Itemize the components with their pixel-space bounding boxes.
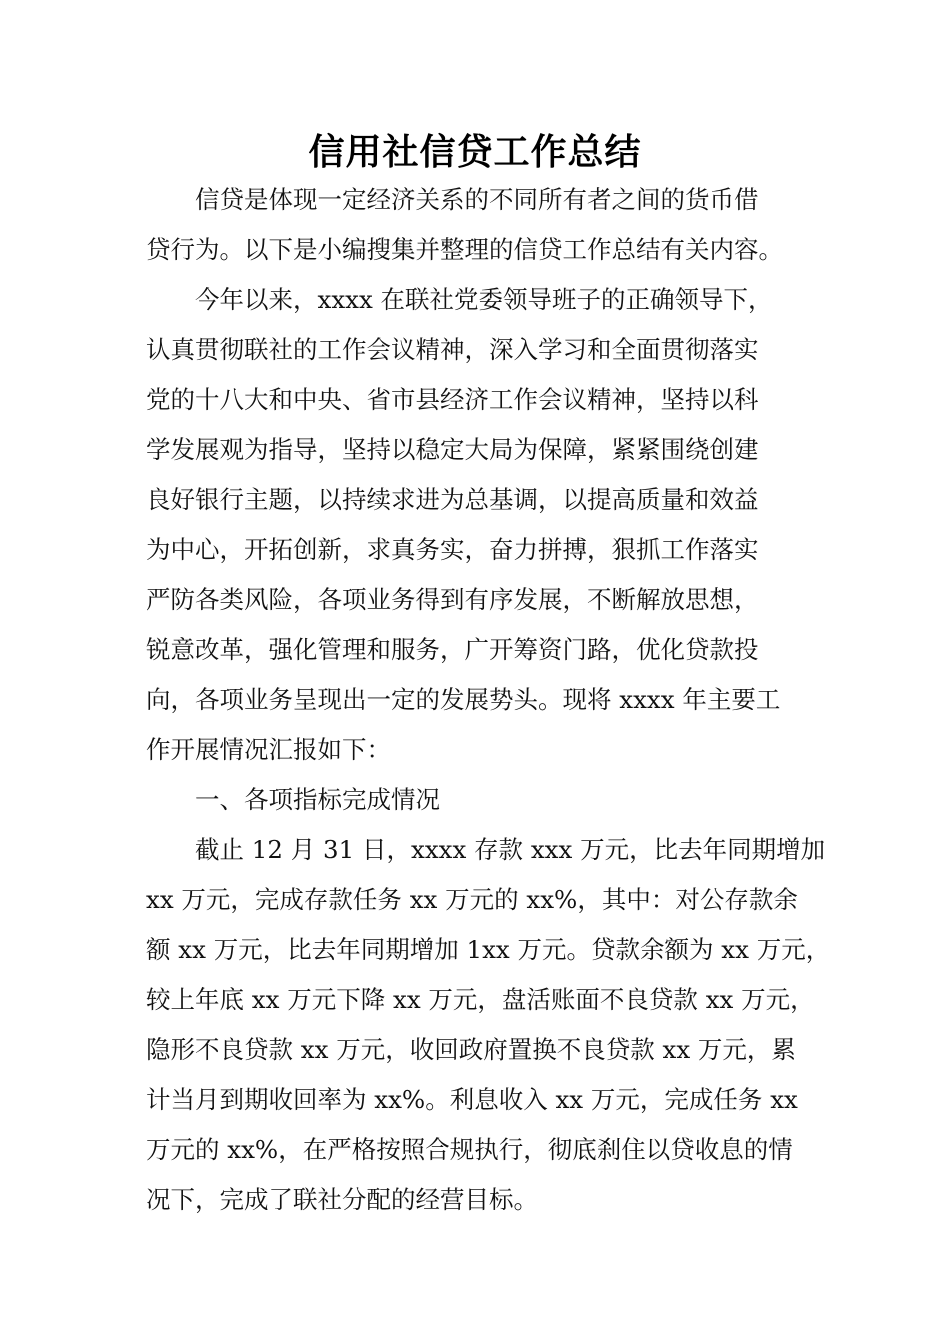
paragraph-line: xx 万元，完成存款任务 xx 万元的 xx%，其中：对公存款余: [146, 885, 798, 914]
paragraph-line: 为中心，开拓创新，求真务实，奋力拼搏，狠抓工作落实: [146, 535, 759, 564]
paragraph-line: 信贷是体现一定经济关系的不同所有者之间的货币借: [195, 185, 759, 214]
paragraph-line: 学发展观为指导，坚持以稳定大局为保障，紧紧围绕创建: [146, 435, 759, 464]
paragraph-line: 计当月到期收回率为 xx%。利息收入 xx 万元，完成任务 xx: [146, 1085, 798, 1114]
paragraph-line: 锐意改革，强化管理和服务，广开筹资门路，优化贷款投: [146, 635, 759, 664]
paragraph-line: 较上年底 xx 万元下降 xx 万元，盘活账面不良贷款 xx 万元，: [146, 985, 815, 1014]
paragraph-line: 贷行为。以下是小编搜集并整理的信贷工作总结有关内容。: [146, 235, 783, 264]
paragraph-line: 隐形不良贷款 xx 万元，收回政府置换不良贷款 xx 万元，累: [146, 1035, 796, 1064]
paragraph-line: 认真贯彻联社的工作会议精神，深入学习和全面贯彻落实: [146, 335, 759, 364]
paragraph-line: 万元的 xx%，在严格按照合规执行，彻底刹住以贷收息的情: [146, 1135, 793, 1164]
section-heading: 一、各项指标完成情况: [195, 785, 440, 814]
paragraph-line: 党的十八大和中央、省市县经济工作会议精神，坚持以科: [146, 385, 759, 414]
paragraph-line: 向，各项业务呈现出一定的发展势头。现将 xxxx 年主要工: [146, 685, 781, 714]
paragraph-line: 额 xx 万元，比去年同期增加 1xx 万元。贷款余额为 xx 万元，: [146, 935, 831, 964]
paragraph-line: 况下，完成了联社分配的经营目标。: [146, 1185, 538, 1214]
paragraph-line: 作开展情况汇报如下：: [146, 735, 391, 764]
paragraph-line: 严防各类风险，各项业务得到有序发展，不断解放思想，: [146, 585, 759, 614]
paragraph-line: 良好银行主题，以持续求进为总基调，以提高质量和效益: [146, 485, 759, 514]
document-title: 信用社信贷工作总结: [308, 131, 642, 173]
paragraph-line: 今年以来，xxxx 在联社党委领导班子的正确领导下，: [195, 285, 773, 314]
paragraph-line: 截止 12 月 31 日，xxxx 存款 xxx 万元，比去年同期增加: [195, 835, 826, 864]
